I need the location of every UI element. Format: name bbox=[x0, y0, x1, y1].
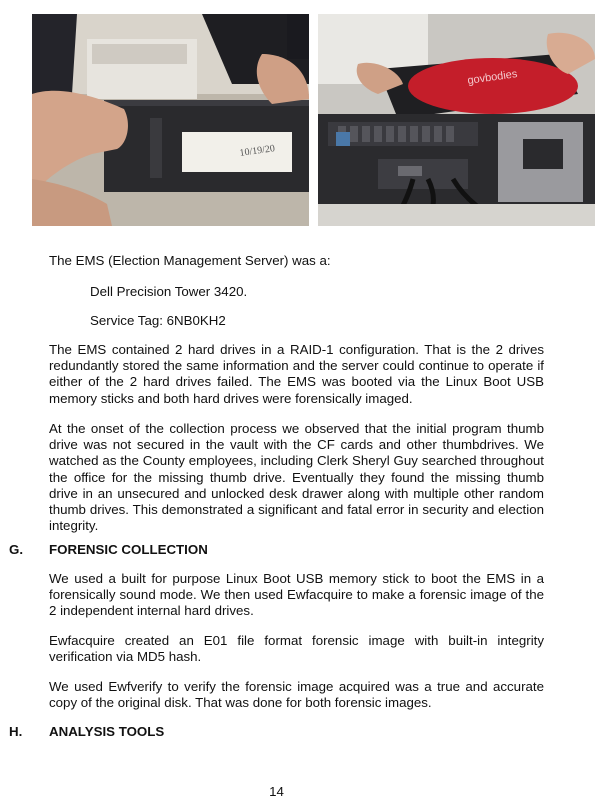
mat-logo-text: govbodies bbox=[466, 68, 519, 87]
ems-intro-text: The EMS (Election Management Server) was a: bbox=[49, 253, 331, 268]
photo-ems-tower-side bbox=[32, 14, 309, 226]
ems-drives-paragraph: The EMS contained 2 hard drives in a RAID-1 configuration. That is the 2 drives redundantly stored the same information and the server could continue to operate if either of the 2 hard drives failed. The EMS was booted via the Linux Boot USB memory sticks and both hard drives were forensically imaged. bbox=[49, 342, 544, 406]
photo-ems-tower-rear-image bbox=[318, 14, 595, 226]
photo-ems-tower-rear bbox=[318, 14, 595, 226]
section-g-letter: G. bbox=[9, 542, 24, 557]
forensic-collection-paragraph-3: We used Ewfverify to verify the forensic image acquired was a true and accurate copy of the original disk. That was done for both forensic images. bbox=[49, 679, 544, 711]
collection-onset-paragraph: At the onset of the collection process we observed that the initial program thumb drive was not secured in the vault with the CF cards and other thumbdrives. We watched as the County employees, including Clerk Sheryl Guy searched throughout the office for the missing thumb drive. Eventually they found the missing thumb drive in an unsecured and unlocked desk drawer along with multiple other random thumb drives. This demonstrated a significant and fatal error in security and election integrity. bbox=[49, 421, 544, 534]
ems-service-tag-text: Service Tag: 6NB0KH2 bbox=[90, 313, 226, 328]
section-g-title: FORENSIC COLLECTION bbox=[49, 542, 208, 557]
forensic-collection-paragraph-1: We used a built for purpose Linux Boot USB memory stick to boot the EMS in a forensically sound mode. We then used Ewfacquire to make a forensic image of the 2 independent internal hard drives. bbox=[49, 571, 544, 619]
page-number: 14 bbox=[269, 784, 284, 799]
photo-ems-tower-side-image bbox=[32, 14, 309, 226]
forensic-collection-paragraph-2: Ewfacquire created an E01 file format forensic image with built-in integrity verification via MD5 hash. bbox=[49, 633, 544, 665]
evidence-label-handwriting: 10/19/20 bbox=[238, 143, 276, 159]
ems-model-text: Dell Precision Tower 3420. bbox=[90, 284, 248, 299]
section-h-title: ANALYSIS TOOLS bbox=[49, 724, 165, 739]
section-h-letter: H. bbox=[9, 724, 23, 739]
